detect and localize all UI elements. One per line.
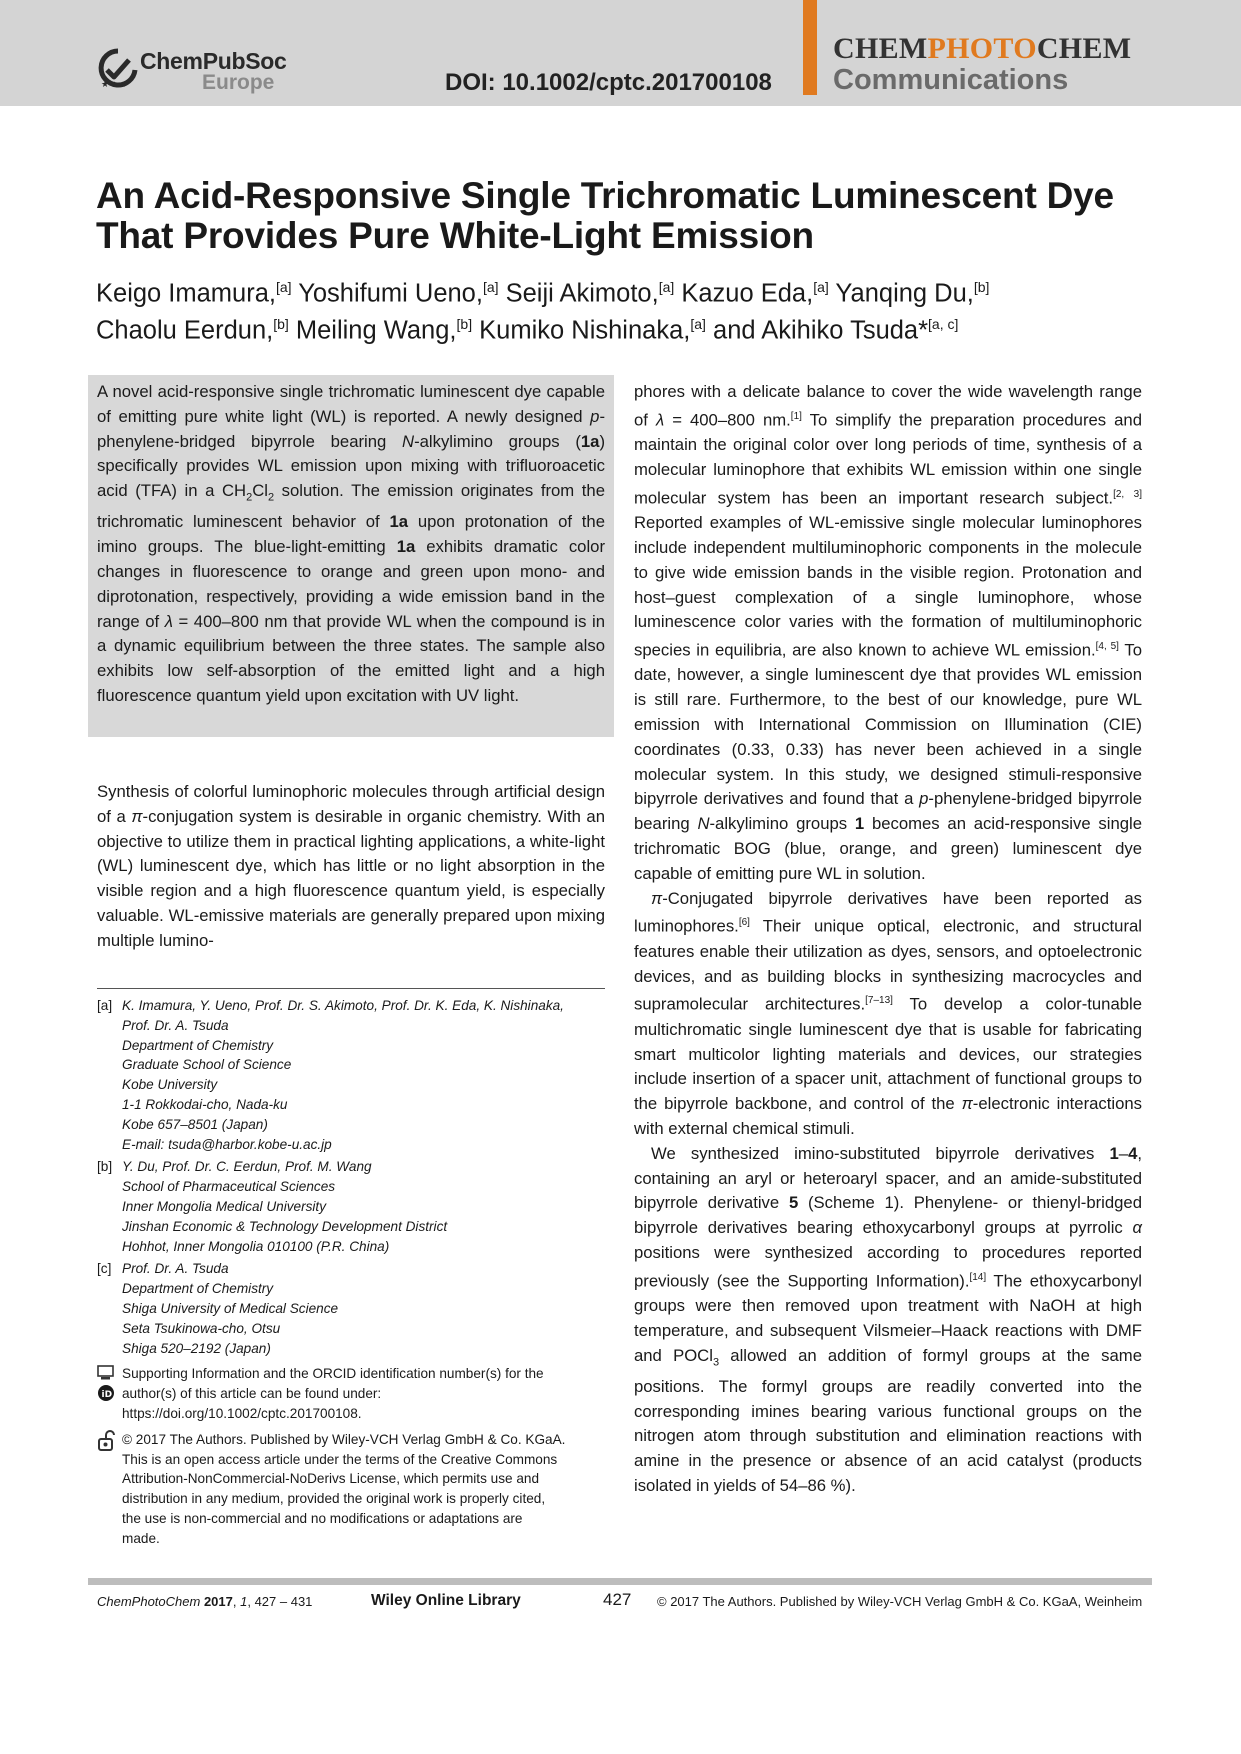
affiliation-key: [b] [97, 1159, 113, 1175]
affiliation-b [97, 1157, 609, 1256]
author-list [96, 272, 1146, 345]
text-run: phores with a delicate balance to cover the wide wavelength range of [634, 382, 1142, 430]
text-run: upon protonation of the imino groups. The blue-light-emitting [97, 512, 605, 557]
text-run: Reported examples of WL-emissive single molecular luminophores include independent multiluminophoric components in the molecule to give wide emission bands in the visible region. Protonation and host–guest complexation of a single luminophore, whose luminescence color varies with the formation of multiluminophoric species in equilibria, are also known to achieve WL emission. [634, 513, 1142, 660]
footer-volume: 1 [240, 1594, 248, 1609]
text-run: 1a [580, 431, 600, 451]
text-line: Hohhot, Inner Mongolia 010100 (P.R. China) [122, 1238, 390, 1254]
text-run: 1 [854, 814, 865, 834]
footer-pages: , 427 – 431 [247, 1594, 313, 1609]
text-run: 5 [788, 1193, 799, 1213]
text-run: [4, 5] [1095, 641, 1119, 653]
text-run: p [590, 406, 600, 426]
text-run: 3 [712, 1355, 720, 1368]
author-line [96, 272, 1146, 309]
license-text [122, 1430, 565, 1549]
author-name: Seiji Akimoto, [498, 279, 659, 308]
license-note [97, 1430, 609, 1549]
text-run: π [961, 1094, 973, 1114]
text-run: 1 [1109, 1143, 1119, 1163]
computer-icon [97, 1364, 115, 1404]
text-line: Shiga 520–2192 (Japan) [122, 1340, 271, 1356]
text-line: Prof. Dr. A. Tsuda [122, 1261, 229, 1277]
text-run: The ethoxycarbonyl groups were then removed upon treatment with NaOH at high temperature, and subsequent Vilsmeier–Haack reactions with DMF and POCl [634, 1271, 1142, 1365]
text-line: Seta Tsukinowa-cho, Otsu [122, 1320, 281, 1336]
footer-journal-name: ChemPhotoChem [97, 1594, 201, 1609]
text-run: -electronic interactions with external chemical stimuli. [634, 1094, 1142, 1138]
text-line: author(s) of this article can be found under: [122, 1386, 382, 1402]
author-affiliation-mark: [b] [273, 315, 289, 332]
text-run: -phenylene-bridged bipyrrole bearing [634, 789, 1142, 834]
text-run: -alkylimino groups [709, 814, 855, 834]
body-paragraph [634, 1142, 1142, 1499]
text-line: Shiga University of Medical Science [122, 1300, 339, 1316]
footer-year: 2017 [203, 1594, 233, 1609]
text-run: – [1118, 1143, 1129, 1163]
text-run: -conjugation system is desirable in organic chemistry. With an objective to utilize them in practical lighting applications, a white-light (WL) luminescent dye, which has little or no light absorption in the visible region and a high fluorescence quantum yield, is especially valuable. WL-emissive materials are generally prepared upon mixing multiple lumino- [97, 806, 605, 950]
text-run: λ [164, 611, 173, 631]
text-run: [7–13] [865, 995, 893, 1007]
affiliation-body [122, 996, 564, 1154]
body-paragraph [634, 380, 1142, 887]
text-run: , containing an aryl or heteroaryl spacer, and an amide-substituted bipyrrole derivative [634, 1143, 1142, 1213]
text-run: becomes an acid-responsive single trichromatic BOG (blue, orange, and green) luminescent dye capable of emitting pure WL in solution. [634, 814, 1142, 883]
author-affiliation-mark: [a, c] [928, 315, 959, 332]
text-run: positions were synthesized according to procedures reported previously (see the Supporting Information). [634, 1242, 1142, 1291]
author-affiliation-mark: [b] [973, 279, 990, 295]
journal-name-part1: CHEM [833, 32, 928, 65]
text-line: Department of Chemistry [122, 1037, 274, 1053]
text-line: © 2017 The Authors. Published by Wiley-VCH Verlag GmbH & Co. KGaA. [122, 1431, 566, 1447]
text-line: Inner Mongolia Medical University [122, 1198, 326, 1214]
text-line: 1-1 Rokkodai-cho, Nada-ku [122, 1096, 288, 1112]
supporting-info-note [97, 1364, 609, 1423]
right-column [634, 380, 1142, 1499]
text-run: N [402, 431, 415, 451]
author-affiliation-mark: [a] [658, 279, 675, 295]
title-line: That Provides Pure White-Light Emission [96, 215, 814, 256]
svg-text:★: ★ [120, 81, 127, 88]
text-run: To date, however, a single luminescent dye that provides WL emission is still rare. Furthermore, to the best of our knowledge, pure WL emission with International Commission on Illumination (CIE) coordinates (0.33, 0.33) has never been achieved in a single molecular system. In this study, we designed stimuli-responsive bipyrrole derivatives and found that a [634, 640, 1142, 809]
article-title [96, 176, 1146, 256]
text-run: ) specifically provides WL emission upon mixing with trifluoroacetic acid (TFA) in a CH [97, 431, 605, 501]
publisher-logo-text: ChemPubSoc [140, 48, 287, 74]
footer-rule [88, 1578, 1152, 1585]
title-line: An Acid-Responsive Single Trichromatic Luminescent Dye [96, 175, 1114, 216]
text-line: made. [122, 1530, 160, 1546]
header-accent-bar [803, 0, 817, 95]
wiley-online-library-link[interactable]: Wiley Online Library [371, 1592, 521, 1609]
author-name: Yoshifumi Ueno, [291, 279, 483, 308]
text-run: 4 [1128, 1143, 1138, 1163]
text-run: A novel acid-responsive single trichromatic luminescent dye capable of emitting pure white light (WL) is reported. A newly designed [97, 382, 605, 426]
body-paragraph [634, 887, 1142, 1142]
text-run: -Conjugated bipyrrole derivatives have been reported as luminophores. [634, 888, 1142, 936]
journal-name-part2: PHOTO [927, 32, 1037, 65]
text-run: -alkylimino groups ( [414, 431, 581, 451]
page-number: 427 [603, 1590, 632, 1609]
text-run: = 400–800 nm. [664, 410, 791, 430]
text-line: This is an open access article under the terms of the Creative Commons [122, 1451, 558, 1467]
footer-citation: ChemPhotoChem 2017, 1, 427 – 431 [97, 1594, 313, 1609]
text-run: 2 [246, 491, 253, 504]
abstract [97, 380, 605, 709]
text-line: E-mail: tsuda@harbor.kobe-u.ac.jp [122, 1136, 332, 1152]
svg-text:★: ★ [111, 80, 119, 88]
intro-paragraph [97, 780, 605, 954]
text-run: allowed an addition of formyl groups at the same positions. The formyl groups are readily converted into the corresponding imines bearing various functional groups on the nitrogen atom through substitution and elimination reactions with amine in the presence or absence of an acid catalyst (products isolated in yields of 54–86 %). [634, 1345, 1142, 1495]
text-run: We synthesized imino-substituted bipyrrole derivatives [651, 1143, 1110, 1163]
supporting-info-text [122, 1364, 544, 1423]
chempubsoc-logo-icon [96, 48, 140, 88]
author-line [96, 309, 1146, 346]
text-line: Y. Du, Prof. Dr. C. Eerdun, Prof. M. Wang [122, 1159, 372, 1175]
text-line: School of Pharmaceutical Sciences [122, 1179, 336, 1195]
text-run: Cl [252, 481, 268, 501]
text-run: Synthesis of colorful luminophoric molecules through artificial design of a [97, 782, 605, 826]
text-line: https://doi.org/10.1002/cptc.201700108. [122, 1405, 362, 1421]
text-run: π [651, 888, 663, 908]
text-line: Attribution-NonCommercial-NoDerivs License, which permits use and [122, 1471, 540, 1487]
text-run: π [131, 806, 143, 826]
author-name: Chaolu Eerdun, [96, 316, 274, 344]
author-name: Kazuo Eda, [674, 279, 814, 308]
affiliation-a [97, 996, 609, 1154]
doi-label: DOI: 10.1002/cptc.201700108 [445, 69, 772, 96]
text-run: [14] [969, 1271, 987, 1283]
affiliation-c [97, 1259, 609, 1358]
text-line: Department of Chemistry [122, 1281, 274, 1297]
text-run: To develop a color-tunable multichromatic single luminescent dye that is usable for fabricating smart multicolor lighting materials and devices, our strategies include insertion of a spacer unit, attachment of functional groups to the bipyrrole backbone, and control of the [634, 994, 1143, 1114]
text-run: (Scheme 1). Phenylene- or thienyl-bridged bipyrrole derivatives bearing ethoxycarbonyl groups at pyrrolic [634, 1193, 1142, 1238]
affiliation-key: [a] [97, 998, 113, 1013]
text-line: the use is non-commercial and no modifications or adaptations are [122, 1510, 523, 1526]
journal-name-part3: CHEM [1036, 32, 1132, 65]
affiliation-key: [c] [97, 1261, 112, 1277]
author-affiliation-mark: [a] [276, 279, 292, 295]
text-line: Kobe 657–8501 (Japan) [122, 1116, 268, 1132]
text-run: = 400–800 nm that provide WL when the compound is in a dynamic equilibrium between the three states. The sample also exhibits low self-absorption of the emitted light and a high fluorescence quantum yield upon excitation with UV light. [97, 611, 605, 705]
footer-copyright: © 2017 The Authors. Published by Wiley-VCH Verlag GmbH & Co. KGaA, Weinheim [657, 1594, 1143, 1609]
affiliations [97, 996, 609, 1549]
author-affiliation-mark: [a] [690, 315, 706, 332]
text-line: Graduate School of Science [122, 1057, 292, 1073]
text-run: 1a [396, 537, 416, 557]
text-run: To simplify the preparation procedures and maintain the original color over long periods of time, synthesis of a molecular luminophore that exhibits WL emission within one single molecular system has been an important research subject. [634, 410, 1142, 508]
footnote-divider [97, 988, 605, 989]
text-run: exhibits dramatic color changes in fluorescence to orange and green upon mono- and diprotonation, respectively, providing a wide emission band in the range of [97, 537, 605, 631]
text-line: Jinshan Economic & Technology Development District [122, 1218, 448, 1234]
author-name: Kumiko Nishinaka, [472, 316, 691, 344]
text-line: K. Imamura, Y. Ueno, Prof. Dr. S. Akimoto, Prof. Dr. K. Eda, K. Nishinaka, [122, 998, 564, 1013]
license-icons [97, 1430, 122, 1549]
text-line: Prof. Dr. A. Tsuda [122, 1017, 229, 1033]
text-line: Supporting Information and the ORCID identification number(s) for the [122, 1366, 544, 1382]
text-run: 1a [389, 512, 409, 532]
text-run: [6] [738, 917, 750, 929]
author-affiliation-mark: [b] [456, 315, 473, 332]
open-access-icon [97, 1430, 117, 1452]
text-run: N [697, 814, 710, 834]
svg-text:iD: iD [101, 1390, 113, 1401]
affiliation-body [122, 1259, 338, 1358]
journal-name [833, 32, 1131, 66]
text-run: solution. The emission originates from the trichromatic luminescent behavior of [97, 481, 605, 532]
text-run: [1] [790, 410, 802, 422]
author-name: Yanqing Du, [828, 279, 974, 308]
author-name: Keigo Imamura, [96, 279, 276, 308]
svg-text:★: ★ [101, 80, 110, 88]
text-run: λ [655, 410, 665, 430]
text-run: Their unique optical, electronic, and structural features enable their utilization as dyes, sensors, and optoelectronic devices, and as building blocks in synthesizing macrocycles and supramolecular architectures. [634, 916, 1142, 1014]
text-run: 2 [267, 491, 275, 504]
text-run: [2, 3] [1113, 488, 1142, 500]
supporting-info-icons [97, 1364, 122, 1423]
text-run: α [1132, 1218, 1142, 1238]
author-affiliation-mark: [a] [482, 279, 499, 295]
author-name: Meiling Wang, [288, 316, 457, 344]
affiliation-body [122, 1157, 447, 1256]
author-affiliation-mark: [a] [813, 279, 829, 295]
text-run: -phenylene-bridged bipyrrole bearing [97, 406, 605, 451]
article-type: Communications [833, 64, 1069, 96]
text-line: distribution in any medium, provided the original work is properly cited, [122, 1491, 546, 1507]
author-name: and Akihiko Tsuda* [705, 316, 929, 344]
publisher-logo-subtext: Europe [202, 71, 275, 94]
text-run: p [919, 789, 929, 809]
text-line: Kobe University [122, 1077, 218, 1093]
